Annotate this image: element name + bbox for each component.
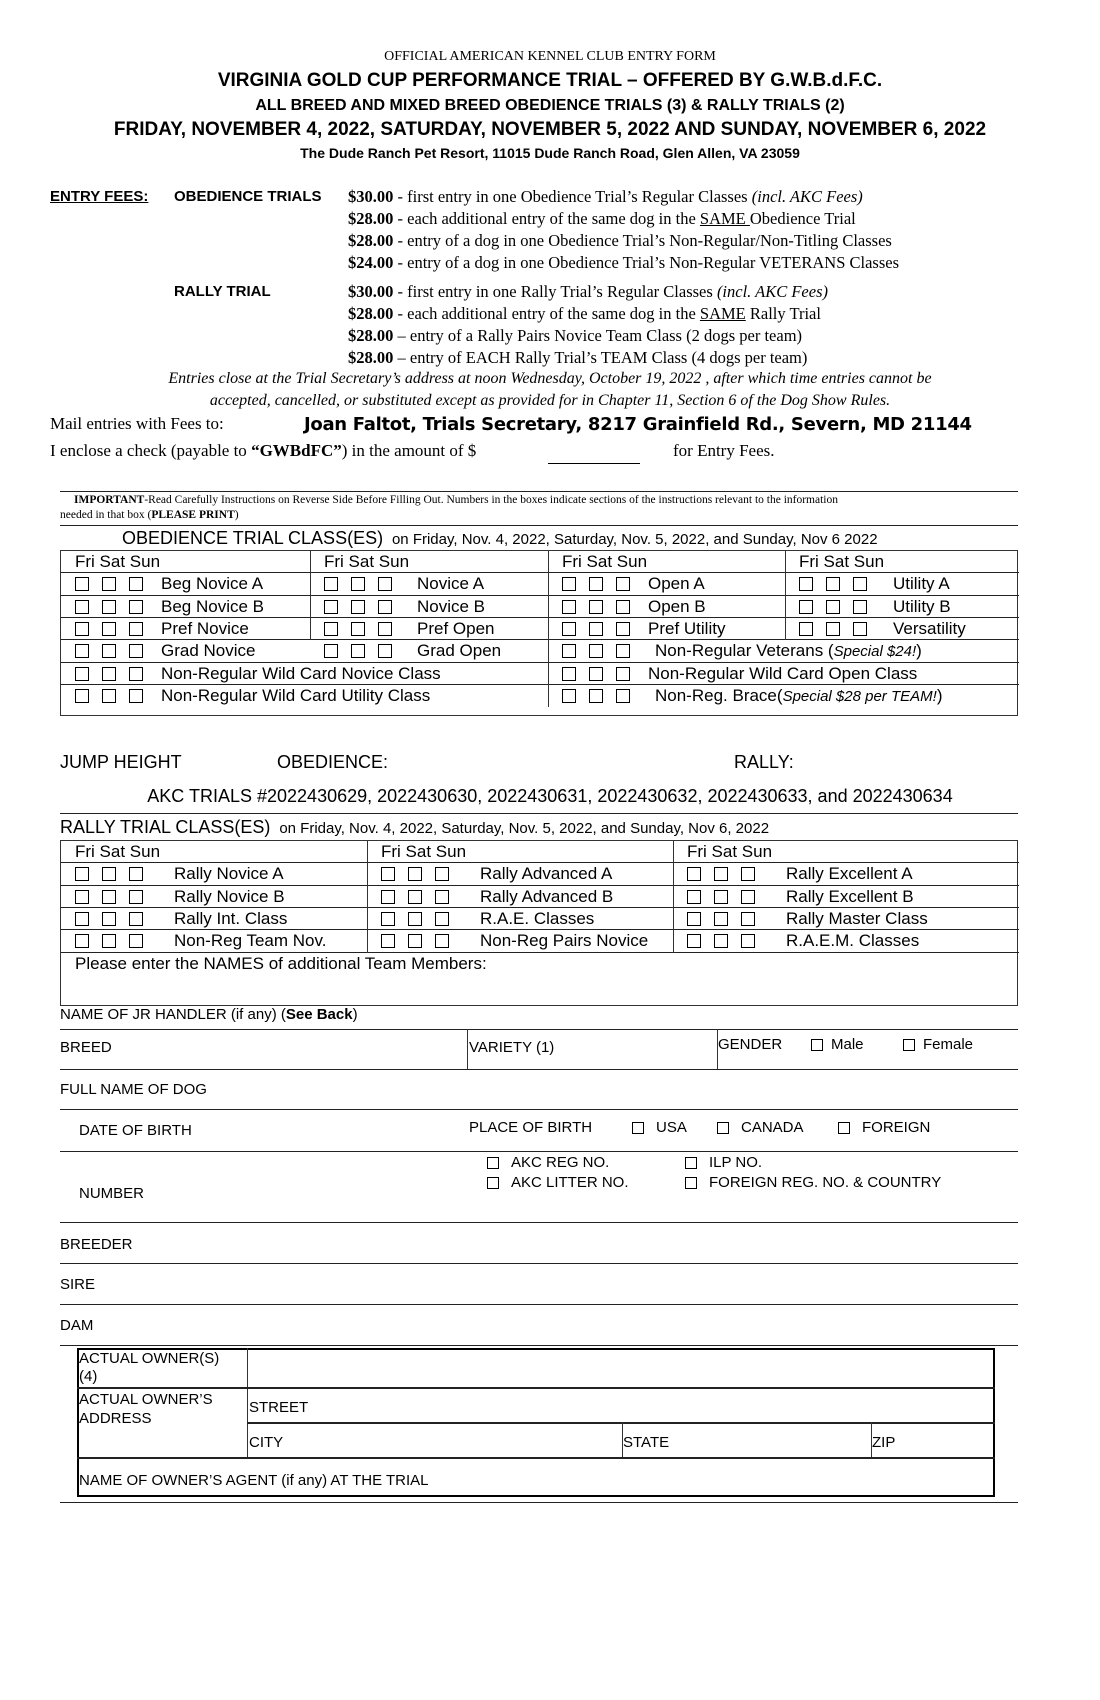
rally-dates: on Friday, Nov. 4, 2022, Saturday, Nov. 5, 2022, and Sunday, Nov 6, 2022 [279,820,770,837]
entry-fees-label: ENTRY FEES: [50,188,149,205]
checkbox-fri[interactable] [799,577,813,591]
checkbox-sun[interactable] [129,644,143,658]
class-label: Pref Open [417,618,495,638]
checkbox-sun[interactable] [853,577,867,591]
day-header: Fri Sat Sun [75,842,161,861]
class-label: Open A [648,574,705,594]
rally-class-table [60,840,1018,1006]
checkbox-sun[interactable] [435,912,449,926]
table-row-divider [61,617,1019,618]
table-row-divider [61,662,1019,663]
divider [60,1502,1018,1503]
table-row-divider [61,862,1019,863]
day-header: Fri Sat Sun [687,842,773,861]
event-dates: FRIDAY, NOVEMBER 4, 2022, SATURDAY, NOVEMBER 5, 2022 AND SUNDAY, NOVEMBER 6, 2022 [113,119,987,140]
divider [60,1222,1018,1223]
checkbox-fri[interactable] [687,890,701,904]
table-row-divider [61,885,1019,886]
fee-text: - entry of a dog in one Obedience Trial’s Non-Regular VETERANS Classes [393,253,899,272]
class-label: Utility B [893,596,951,616]
variety-label: VARIETY (1) [469,1039,555,1056]
class-label: Versatility [893,618,966,638]
team-members-label: Please enter the NAMES of additional Team Members: [75,953,487,973]
checkbox-fri[interactable] [75,577,89,591]
checkbox-sun[interactable] [616,577,630,591]
check-prefix: I enclose a check (payable to [50,441,252,460]
checkbox-fri[interactable] [75,890,89,904]
checkbox-sun[interactable] [616,600,630,614]
veterans-text: ) [916,641,922,661]
checkbox-fri[interactable] [562,622,576,636]
class-label: Non-Regular Wild Card Novice Class [161,663,441,683]
fee-text: – entry of EACH Rally Trial’s TEAM Class (4 dogs per team) [393,348,808,367]
veterans-class-label [655,641,922,661]
divider [60,1304,1018,1305]
city-label[interactable]: CITY [249,1434,284,1451]
checkbox-sat[interactable] [714,890,728,904]
foreign-label: FOREIGN [862,1119,931,1136]
class-label: Novice A [417,574,485,594]
checkbox-fri[interactable] [381,934,395,948]
sire-label: SIRE [60,1276,96,1293]
checkbox-sat[interactable] [589,689,603,703]
male-checkbox[interactable] [811,1039,823,1051]
day-header: Fri Sat Sun [75,552,161,571]
important-text: ) [234,509,239,521]
table-row-divider [61,639,1019,640]
checkbox-fri[interactable] [75,644,89,658]
fee-note: (incl. AKC Fees) [751,187,863,206]
checkbox-fri[interactable] [324,577,338,591]
zip-label[interactable]: ZIP [872,1434,896,1451]
foreign-reg-checkbox[interactable] [685,1177,697,1189]
checkbox-sun[interactable] [435,890,449,904]
checkbox-sat[interactable] [102,667,116,681]
state-label[interactable]: STATE [623,1434,670,1451]
important-text: needed in that box ( [60,509,152,521]
fee-line [348,348,807,368]
closing-notice-line2: accepted, cancelled, or substituted except as provided for in Chapter 11, Section 6 of the Dog Show Rules. [209,392,891,409]
checkbox-sun[interactable] [378,644,392,658]
checkbox-sat[interactable] [589,622,603,636]
see-back-label: See Back [285,1006,353,1023]
fee-line [348,282,828,302]
fee-line [348,187,863,207]
checkbox-fri[interactable] [562,667,576,681]
checkbox-fri[interactable] [799,622,813,636]
fee-amount: $28.00 [348,326,394,345]
checkbox-fri[interactable] [381,912,395,926]
checkbox-fri[interactable] [75,867,89,881]
class-label: R.A.E.M. Classes [786,931,920,951]
class-label: Rally Excellent B [786,886,914,906]
usa-checkbox[interactable] [632,1122,644,1134]
rally-section-title [60,817,769,838]
fee-line [348,326,802,346]
event-subtitle: ALL BREED AND MIXED BREED OBEDIENCE TRIALS (3) & RALLY TRIALS (2) [255,97,845,114]
divider [60,1263,1018,1264]
divider [60,1069,1018,1070]
street-label[interactable]: STREET [249,1399,309,1416]
checkbox-sun[interactable] [129,934,143,948]
day-header: Fri Sat Sun [324,552,410,571]
breed-label: BREED [60,1039,112,1056]
foreign-reg-label: FOREIGN REG. NO. & COUNTRY [709,1174,942,1191]
actual-owners-label: ACTUAL OWNER(S) [79,1350,220,1367]
checkbox-sun[interactable] [129,667,143,681]
divider [60,1151,1018,1152]
obedience-title: OBEDIENCE TRIAL CLASS(ES) [122,528,384,548]
class-label: Beg Novice B [161,596,264,616]
checkbox-sun[interactable] [853,622,867,636]
checkbox-sun[interactable] [741,912,755,926]
jump-rally-label: RALLY: [734,752,794,772]
table-row-divider [61,929,1019,930]
class-label: Rally Novice B [174,886,285,906]
checkbox-sun[interactable] [853,600,867,614]
obedience-fees-label: OBEDIENCE TRIALS [174,188,322,205]
table-col-divider [367,841,368,953]
fee-emphasis: SAME [699,209,750,228]
fee-amount: $28.00 [348,348,394,367]
obedience-dates: on Friday, Nov. 4, 2022, Saturday, Nov. 5, 2022, and Sunday, Nov 6 2022 [391,531,878,548]
checkbox-fri[interactable] [562,644,576,658]
jump-obedience-label: OBEDIENCE: [277,752,389,772]
class-label: Non-Reg Pairs Novice [480,931,649,951]
fee-text: Obedience Trial [749,209,856,228]
class-label: Pref Novice [161,618,249,638]
class-label: Pref Utility [648,618,726,638]
checkbox-sun[interactable] [129,577,143,591]
divider [60,525,1018,526]
brace-note: Special $28 per TEAM! [782,687,937,705]
fee-amount: $28.00 [348,304,394,323]
event-title: VIRGINIA GOLD CUP PERFORMANCE TRIAL – OFFERED BY G.W.B.d.F.C. [217,70,883,91]
rally-title: RALLY TRIAL CLASS(ES) [60,817,271,837]
owner-agent-label[interactable]: NAME OF OWNER’S AGENT (if any) AT THE TRIAL [79,1472,429,1489]
class-label: Beg Novice A [161,574,264,594]
checkbox-sat[interactable] [589,577,603,591]
checkbox-sat[interactable] [408,912,422,926]
class-label: Grad Open [417,641,502,661]
checkbox-sat[interactable] [714,867,728,881]
checkbox-sat[interactable] [826,600,840,614]
checkbox-fri[interactable] [324,622,338,636]
please-print-label: PLEASE PRINT [151,509,235,521]
fee-text: - entry of a dog in one Obedience Trial’s Non-Regular/Non-Titling Classes [393,231,892,250]
checkbox-sun[interactable] [129,689,143,703]
checkbox-fri[interactable] [324,600,338,614]
table-col-divider [310,551,311,640]
checkbox-sun[interactable] [741,867,755,881]
male-label: Male [831,1036,864,1053]
important-note-line1 [74,494,838,506]
akc-trial-numbers: AKC TRIALS #2022430629, 2022430630, 2022430631, 2022430632, 2022430633, and 2022430634 [147,786,953,806]
checkbox-sun[interactable] [129,890,143,904]
jr-handler-text: NAME OF JR HANDLER (if any) ( [60,1006,286,1023]
fee-note: (incl. AKC Fees) [716,282,828,301]
mail-entries-label: Mail entries with Fees to: [50,414,224,433]
fee-line [348,253,899,273]
veterans-text: Non-Regular Veterans ( [655,641,834,661]
class-label: Novice B [417,596,486,616]
checkbox-sat[interactable] [102,577,116,591]
obedience-section-title [122,528,878,549]
checkbox-sat[interactable] [351,600,365,614]
fee-amount: $30.00 [348,282,394,301]
dam-label: DAM [60,1317,94,1334]
ilp-label: ILP NO. [709,1154,763,1171]
checkbox-sun[interactable] [129,867,143,881]
checkbox-sat[interactable] [351,622,365,636]
checkbox-fri[interactable] [687,912,701,926]
checkbox-sun[interactable] [616,644,630,658]
checkbox-fri[interactable] [75,667,89,681]
checkbox-fri[interactable] [562,577,576,591]
class-label: Non-Reg Team Nov. [174,931,327,951]
checkbox-sat[interactable] [351,577,365,591]
brace-text: Non-Reg. Brace( [655,685,783,705]
checkbox-sat[interactable] [102,890,116,904]
checkbox-fri[interactable] [381,867,395,881]
divider [60,491,1018,492]
ilp-checkbox[interactable] [685,1157,697,1169]
checkbox-sun[interactable] [378,600,392,614]
checkbox-sat[interactable] [826,622,840,636]
table-row-divider [61,595,1019,596]
checkbox-sun[interactable] [378,622,392,636]
checkbox-sun[interactable] [741,934,755,948]
table-row-divider [61,907,1019,908]
fee-emphasis: SAME [699,304,746,323]
checkbox-fri[interactable] [75,934,89,948]
date-of-birth-label: DATE OF BIRTH [79,1122,192,1139]
checkbox-sun[interactable] [129,912,143,926]
brace-class-label [655,686,942,706]
fee-text: - first entry in one Rally Trial’s Regular Classes [393,282,717,301]
check-payee: “GWBdFC” [251,441,342,460]
class-label: Rally Master Class [786,908,928,928]
fee-text: – entry of a Rally Pairs Novice Team Class (2 dogs per team) [393,326,803,345]
akc-reg-label: AKC REG NO. [511,1154,610,1171]
fee-amount: $24.00 [348,253,394,272]
canada-checkbox[interactable] [717,1122,729,1134]
divider [60,813,1018,814]
checkbox-sun[interactable] [129,600,143,614]
akc-litter-label: AKC LITTER NO. [511,1174,629,1191]
checkbox-sun[interactable] [616,667,630,681]
checkbox-fri[interactable] [799,600,813,614]
checkbox-sat[interactable] [102,912,116,926]
divider [77,1457,995,1459]
checkbox-sat[interactable] [826,577,840,591]
class-label: Rally Novice A [174,864,284,884]
checkbox-sat[interactable] [408,934,422,948]
female-checkbox[interactable] [903,1039,915,1051]
akc-litter-checkbox[interactable] [487,1177,499,1189]
checkbox-fri[interactable] [687,934,701,948]
checkbox-sat[interactable] [408,890,422,904]
important-text: -Read Carefully Instructions on Reverse Side Before Filling Out. Numbers in the boxes indicate sections of the instructions relevant to the information [144,494,838,506]
breeder-label: BREEDER [60,1236,133,1253]
checkbox-sat[interactable] [102,689,116,703]
number-label: NUMBER [79,1185,145,1202]
class-label: Non-Regular Wild Card Utility Class [161,685,431,705]
checkbox-sun[interactable] [616,689,630,703]
form-type-heading: OFFICIAL AMERICAN KENNEL CLUB ENTRY FORM [384,49,716,64]
checkbox-fri[interactable] [75,622,89,636]
fee-line [348,304,821,324]
class-label: Grad Novice [161,641,256,661]
class-label: Non-Regular Wild Card Open Class [648,663,918,683]
foreign-checkbox[interactable] [838,1122,850,1134]
checkbox-sun[interactable] [435,934,449,948]
table-row-divider [61,572,1019,573]
full-name-of-dog-label: FULL NAME OF DOG [60,1081,207,1098]
checkbox-sun[interactable] [129,622,143,636]
checkbox-fri[interactable] [562,689,576,703]
divider [247,1422,995,1424]
fee-text: - each additional entry of the same dog in the [393,304,700,323]
check-suffix: for Entry Fees. [673,441,775,460]
day-header: Fri Sat Sun [562,552,648,571]
checkbox-sat[interactable] [589,644,603,658]
jump-height-label: JUMP HEIGHT [60,752,182,772]
checkbox-sat[interactable] [408,867,422,881]
fee-amount: $28.00 [348,209,394,228]
table-row-divider [61,952,1019,953]
class-label: Rally Advanced B [480,886,614,906]
class-label: Rally Advanced A [480,864,613,884]
checkbox-sat[interactable] [351,644,365,658]
divider [77,1387,995,1389]
checkbox-sat[interactable] [714,934,728,948]
class-label: R.A.E. Classes [480,908,595,928]
jr-handler-label [60,1006,358,1023]
checkbox-sun[interactable] [741,890,755,904]
female-label: Female [923,1036,974,1053]
class-label: Rally Excellent A [786,864,913,884]
day-header: Fri Sat Sun [799,552,885,571]
checkbox-sat[interactable] [589,667,603,681]
closing-notice-line1: Entries close at the Trial Secretary’s address at noon Wednesday, October 19, 2022 , after which time entries cannot be [168,370,932,387]
check-line [50,441,476,461]
fee-line [348,209,856,229]
class-label: Open B [648,596,706,616]
divider [467,1029,468,1070]
event-location: The Dude Ranch Pet Resort, 11015 Dude Ranch Road, Glen Allen, VA 23059 [300,145,800,161]
checkbox-sat[interactable] [102,644,116,658]
canada-label: CANADA [741,1119,804,1136]
divider [60,1029,1018,1030]
check-amount-field[interactable] [548,446,640,464]
divider [60,1109,1018,1110]
actual-owners-field[interactable] [250,1350,990,1385]
checkbox-sat[interactable] [102,934,116,948]
veterans-note: Special $24! [833,643,917,661]
checkbox-fri[interactable] [562,600,576,614]
checkbox-sun[interactable] [616,622,630,636]
checkbox-fri[interactable] [75,912,89,926]
divider [60,1345,1018,1346]
team-members-field[interactable] [61,975,1015,1003]
brace-text: ) [936,685,943,705]
owner-address-label: ADDRESS [79,1410,152,1427]
jr-handler-text: ) [352,1006,358,1023]
fee-text: Rally Trial [745,304,821,323]
checkbox-sat[interactable] [102,867,116,881]
table-col-divider [673,841,674,953]
checkbox-sat[interactable] [102,622,116,636]
fee-amount: $28.00 [348,231,394,250]
class-label: Rally Int. Class [174,908,288,928]
day-header: Fri Sat Sun [381,842,467,861]
check-middle: ) in the amount of $ [341,441,477,460]
fee-line [348,231,892,251]
checkbox-fri[interactable] [75,600,89,614]
akc-reg-checkbox[interactable] [487,1157,499,1169]
usa-label: USA [656,1119,687,1136]
checkbox-fri[interactable] [687,867,701,881]
checkbox-sun[interactable] [435,867,449,881]
class-label: Utility A [893,574,950,594]
checkbox-fri[interactable] [381,890,395,904]
fee-text: - each additional entry of the same dog in the [393,209,700,228]
obedience-class-table [60,550,1018,716]
place-of-birth-label: PLACE OF BIRTH [469,1119,593,1136]
checkbox-fri[interactable] [75,689,89,703]
mail-address: Joan Faltot, Trials Secretary, 8217 Grainfield Rd., Severn, MD 21144 [304,414,972,435]
actual-owners-ref: (4) [79,1368,98,1385]
checkbox-fri[interactable] [324,644,338,658]
fee-text: - first entry in one Obedience Trial’s Regular Classes [393,187,752,206]
checkbox-sat[interactable] [102,600,116,614]
gender-label: GENDER [718,1036,783,1053]
checkbox-sat[interactable] [589,600,603,614]
table-row-divider [61,684,1019,685]
rally-fees-label: RALLY TRIAL [174,283,271,300]
table-col-divider [548,551,549,707]
important-label: IMPORTANT [74,494,145,506]
fee-amount: $30.00 [348,187,394,206]
checkbox-sun[interactable] [378,577,392,591]
important-note-line2 [60,509,239,521]
checkbox-sat[interactable] [714,912,728,926]
table-col-divider [785,551,786,640]
owner-address-label: ACTUAL OWNER’S [79,1391,213,1408]
divider [247,1348,248,1457]
